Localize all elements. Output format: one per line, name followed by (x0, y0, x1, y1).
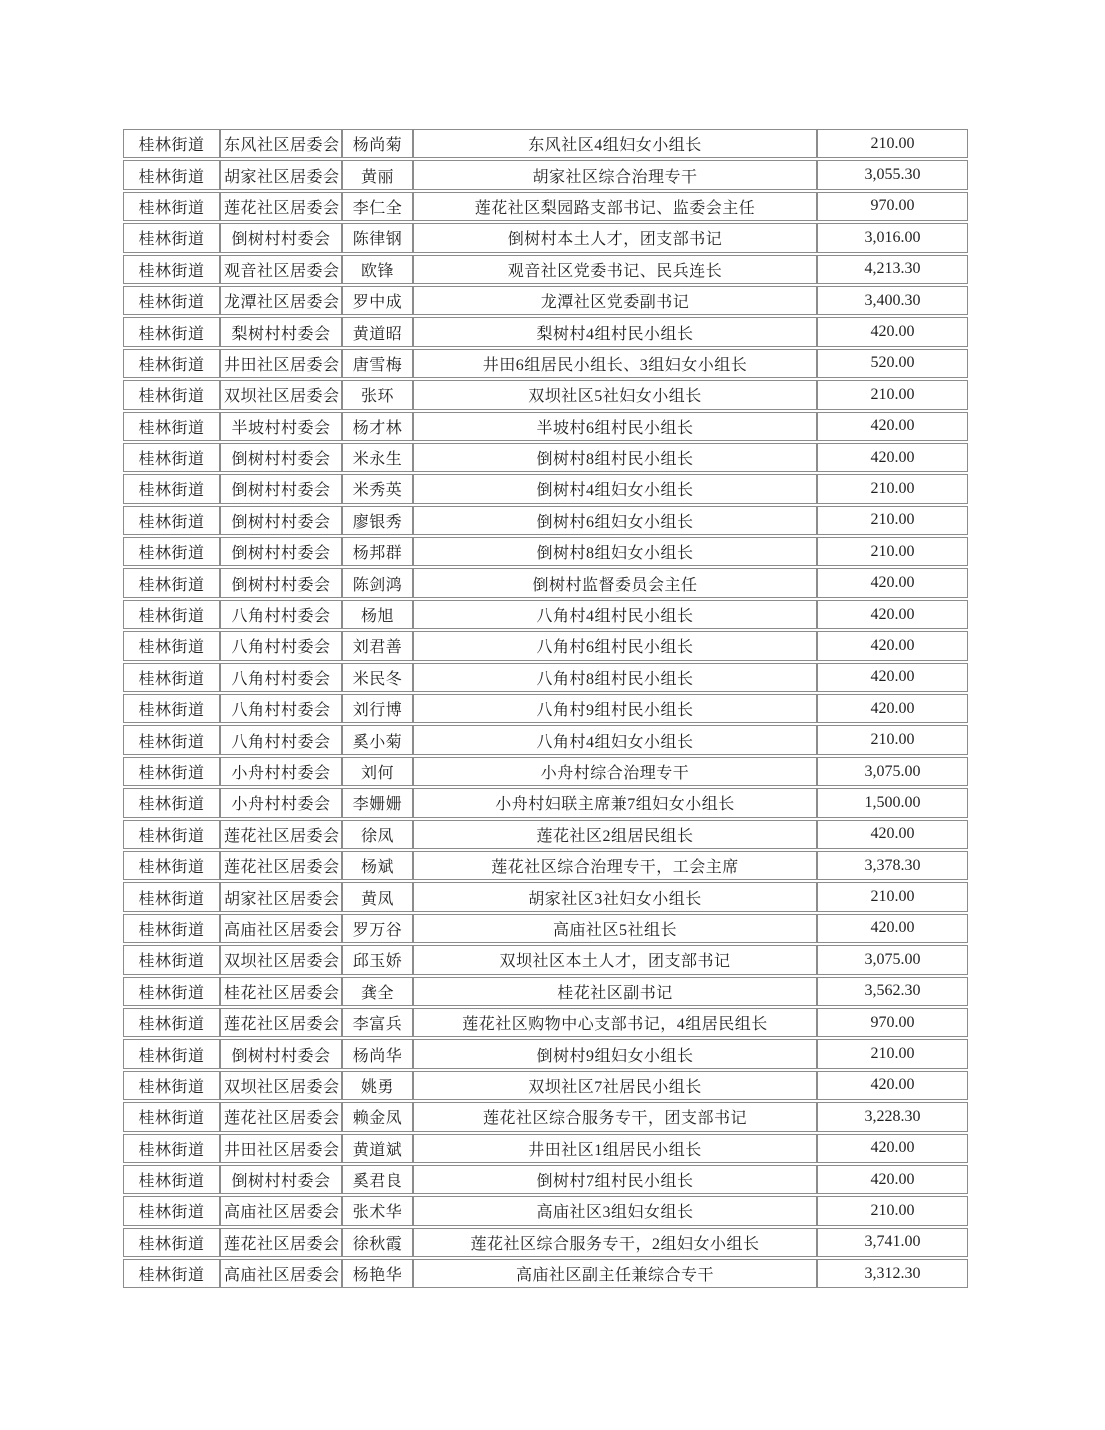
cell-person-name: 杨才林 (342, 412, 413, 441)
cell-street: 桂林街道 (123, 945, 220, 974)
cell-person-name: 赖金凤 (342, 1102, 413, 1131)
cell-position: 倒树村6组妇女小组长 (413, 506, 817, 535)
cell-person-name: 米民冬 (342, 663, 413, 692)
cell-position: 八角村4组妇女小组长 (413, 725, 817, 754)
cell-amount: 210.00 (817, 882, 968, 911)
cell-committee: 莲花社区居委会 (220, 1228, 342, 1257)
table-row (123, 1071, 968, 1100)
cell-street: 桂林街道 (123, 537, 220, 566)
cell-street: 桂林街道 (123, 663, 220, 692)
cell-street: 桂林街道 (123, 694, 220, 723)
cell-committee: 倒树村村委会 (220, 568, 342, 597)
cell-position: 观音社区党委书记、民兵连长 (413, 255, 817, 284)
cell-street: 桂林街道 (123, 1071, 220, 1100)
cell-position: 倒树村8组妇女小组长 (413, 537, 817, 566)
table-row (123, 129, 968, 158)
cell-street: 桂林街道 (123, 160, 220, 189)
cell-person-name: 刘何 (342, 757, 413, 786)
cell-street: 桂林街道 (123, 725, 220, 754)
cell-position: 小舟村妇联主席兼7组妇女小组长 (413, 788, 817, 817)
cell-street: 桂林街道 (123, 851, 220, 880)
cell-amount: 210.00 (817, 537, 968, 566)
cell-committee: 莲花社区居委会 (220, 851, 342, 880)
cell-amount: 4,213.30 (817, 255, 968, 284)
cell-street: 桂林街道 (123, 129, 220, 158)
cell-position: 小舟村综合治理专干 (413, 757, 817, 786)
cell-position: 八角村9组村民小组长 (413, 694, 817, 723)
cell-committee: 倒树村村委会 (220, 443, 342, 472)
cell-person-name: 杨斌 (342, 851, 413, 880)
cell-committee: 八角村村委会 (220, 725, 342, 754)
cell-amount: 210.00 (817, 1039, 968, 1068)
cell-committee: 观音社区居委会 (220, 255, 342, 284)
table-row (123, 380, 968, 409)
cell-person-name: 李姗姗 (342, 788, 413, 817)
cell-street: 桂林街道 (123, 223, 220, 252)
cell-committee: 倒树村村委会 (220, 537, 342, 566)
cell-person-name: 陈剑鸿 (342, 568, 413, 597)
cell-amount: 210.00 (817, 1196, 968, 1225)
table-body (123, 129, 968, 1288)
table-row (123, 882, 968, 911)
cell-position: 东风社区4组妇女小组长 (413, 129, 817, 158)
cell-committee: 倒树村村委会 (220, 506, 342, 535)
table-row (123, 1039, 968, 1068)
cell-street: 桂林街道 (123, 914, 220, 943)
cell-street: 桂林街道 (123, 600, 220, 629)
table-row (123, 317, 968, 346)
cell-street: 桂林街道 (123, 286, 220, 315)
cell-committee: 倒树村村委会 (220, 223, 342, 252)
cell-position: 高庙社区副主任兼综合专干 (413, 1259, 817, 1288)
cell-person-name: 徐秋霞 (342, 1228, 413, 1257)
cell-committee: 井田社区居委会 (220, 349, 342, 378)
cell-committee: 八角村村委会 (220, 694, 342, 723)
cell-amount: 210.00 (817, 474, 968, 503)
cell-amount: 970.00 (817, 192, 968, 221)
cell-position: 莲花社区梨园路支部书记、监委会主任 (413, 192, 817, 221)
cell-street: 桂林街道 (123, 1165, 220, 1194)
cell-amount: 1,500.00 (817, 788, 968, 817)
table-row (123, 631, 968, 660)
cell-person-name: 罗中成 (342, 286, 413, 315)
cell-person-name: 米永生 (342, 443, 413, 472)
cell-amount: 3,562.30 (817, 977, 968, 1006)
cell-position: 八角村6组村民小组长 (413, 631, 817, 660)
cell-position: 双坝社区7社居民小组长 (413, 1071, 817, 1100)
cell-person-name: 欧锋 (342, 255, 413, 284)
cell-street: 桂林街道 (123, 820, 220, 849)
cell-position: 半坡村6组村民小组长 (413, 412, 817, 441)
cell-amount: 420.00 (817, 914, 968, 943)
cell-committee: 八角村村委会 (220, 600, 342, 629)
cell-position: 双坝社区5社妇女小组长 (413, 380, 817, 409)
cell-position: 莲花社区综合服务专干，2组妇女小组长 (413, 1228, 817, 1257)
cell-amount: 3,400.30 (817, 286, 968, 315)
table-row (123, 223, 968, 252)
cell-person-name: 陈律钢 (342, 223, 413, 252)
cell-street: 桂林街道 (123, 788, 220, 817)
cell-position: 倒树村8组村民小组长 (413, 443, 817, 472)
cell-person-name: 罗万谷 (342, 914, 413, 943)
cell-amount: 420.00 (817, 1071, 968, 1100)
cell-person-name: 杨旭 (342, 600, 413, 629)
table-row (123, 1228, 968, 1257)
table-row (123, 1165, 968, 1194)
cell-street: 桂林街道 (123, 255, 220, 284)
cell-street: 桂林街道 (123, 1196, 220, 1225)
table-row (123, 788, 968, 817)
cell-street: 桂林街道 (123, 1008, 220, 1037)
cell-person-name: 杨尚华 (342, 1039, 413, 1068)
cell-street: 桂林街道 (123, 380, 220, 409)
table-row (123, 568, 968, 597)
cell-position: 双坝社区本土人才，团支部书记 (413, 945, 817, 974)
cell-amount: 420.00 (817, 820, 968, 849)
cell-committee: 双坝社区居委会 (220, 945, 342, 974)
cell-street: 桂林街道 (123, 349, 220, 378)
cell-committee: 胡家社区居委会 (220, 160, 342, 189)
cell-street: 桂林街道 (123, 568, 220, 597)
cell-position: 倒树村4组妇女小组长 (413, 474, 817, 503)
cell-person-name: 奚小菊 (342, 725, 413, 754)
table-row (123, 160, 968, 189)
stipend-table (123, 127, 968, 1290)
cell-committee: 莲花社区居委会 (220, 1102, 342, 1131)
cell-position: 倒树村9组妇女小组长 (413, 1039, 817, 1068)
cell-street: 桂林街道 (123, 882, 220, 911)
cell-amount: 210.00 (817, 380, 968, 409)
cell-person-name: 黄凤 (342, 882, 413, 911)
cell-amount: 3,075.00 (817, 945, 968, 974)
table-row (123, 192, 968, 221)
cell-amount: 210.00 (817, 506, 968, 535)
cell-position: 倒树村7组村民小组长 (413, 1165, 817, 1194)
table-row (123, 443, 968, 472)
cell-committee: 胡家社区居委会 (220, 882, 342, 911)
cell-committee: 高庙社区居委会 (220, 1196, 342, 1225)
cell-amount: 3,228.30 (817, 1102, 968, 1131)
cell-amount: 420.00 (817, 631, 968, 660)
cell-committee: 倒树村村委会 (220, 474, 342, 503)
cell-street: 桂林街道 (123, 506, 220, 535)
table-row (123, 945, 968, 974)
cell-street: 桂林街道 (123, 317, 220, 346)
table-row (123, 694, 968, 723)
cell-committee: 东风社区居委会 (220, 129, 342, 158)
cell-position: 梨树村4组村民小组长 (413, 317, 817, 346)
cell-amount: 420.00 (817, 694, 968, 723)
cell-position: 胡家社区3社妇女小组长 (413, 882, 817, 911)
cell-person-name: 姚勇 (342, 1071, 413, 1100)
cell-position: 莲花社区综合服务专干，团支部书记 (413, 1102, 817, 1131)
table-row (123, 474, 968, 503)
cell-committee: 半坡村村委会 (220, 412, 342, 441)
cell-street: 桂林街道 (123, 1102, 220, 1131)
cell-position: 龙潭社区党委副书记 (413, 286, 817, 315)
cell-person-name: 邱玉娇 (342, 945, 413, 974)
table-row (123, 1259, 968, 1288)
table-row (123, 600, 968, 629)
cell-person-name: 杨艳华 (342, 1259, 413, 1288)
table-row (123, 1134, 968, 1163)
cell-amount: 420.00 (817, 412, 968, 441)
cell-committee: 梨树村村委会 (220, 317, 342, 346)
cell-person-name: 龚全 (342, 977, 413, 1006)
cell-amount: 420.00 (817, 663, 968, 692)
cell-committee: 龙潭社区居委会 (220, 286, 342, 315)
cell-person-name: 刘行博 (342, 694, 413, 723)
table-row (123, 349, 968, 378)
table-row (123, 757, 968, 786)
cell-person-name: 李仁全 (342, 192, 413, 221)
cell-committee: 八角村村委会 (220, 631, 342, 660)
cell-position: 莲花社区综合治理专干，工会主席 (413, 851, 817, 880)
cell-amount: 3,312.30 (817, 1259, 968, 1288)
cell-committee: 桂花社区居委会 (220, 977, 342, 1006)
cell-amount: 3,378.30 (817, 851, 968, 880)
cell-committee: 莲花社区居委会 (220, 1008, 342, 1037)
cell-person-name: 米秀英 (342, 474, 413, 503)
cell-person-name: 李富兵 (342, 1008, 413, 1037)
cell-position: 胡家社区综合治理专干 (413, 160, 817, 189)
cell-committee: 倒树村村委会 (220, 1039, 342, 1068)
cell-amount: 420.00 (817, 568, 968, 597)
cell-street: 桂林街道 (123, 412, 220, 441)
cell-person-name: 张术华 (342, 1196, 413, 1225)
table-row (123, 537, 968, 566)
table-row (123, 255, 968, 284)
table-row (123, 286, 968, 315)
table-row (123, 1102, 968, 1131)
cell-amount: 420.00 (817, 1134, 968, 1163)
cell-position: 桂花社区副书记 (413, 977, 817, 1006)
cell-position: 八角村4组村民小组长 (413, 600, 817, 629)
cell-amount: 970.00 (817, 1008, 968, 1037)
cell-position: 莲花社区2组居民组长 (413, 820, 817, 849)
cell-position: 倒树村本土人才，团支部书记 (413, 223, 817, 252)
cell-person-name: 廖银秀 (342, 506, 413, 535)
cell-position: 八角村8组村民小组长 (413, 663, 817, 692)
table-row (123, 977, 968, 1006)
cell-committee: 倒树村村委会 (220, 1165, 342, 1194)
cell-person-name: 杨尚菊 (342, 129, 413, 158)
cell-amount: 520.00 (817, 349, 968, 378)
cell-person-name: 黄道昭 (342, 317, 413, 346)
cell-position: 高庙社区5社组长 (413, 914, 817, 943)
cell-street: 桂林街道 (123, 1259, 220, 1288)
cell-committee: 双坝社区居委会 (220, 1071, 342, 1100)
cell-committee: 莲花社区居委会 (220, 820, 342, 849)
table-row (123, 1196, 968, 1225)
table-row (123, 506, 968, 535)
cell-committee: 高庙社区居委会 (220, 1259, 342, 1288)
cell-person-name: 黄丽 (342, 160, 413, 189)
cell-committee: 双坝社区居委会 (220, 380, 342, 409)
cell-street: 桂林街道 (123, 443, 220, 472)
cell-street: 桂林街道 (123, 1134, 220, 1163)
table-row (123, 412, 968, 441)
table-row (123, 1008, 968, 1037)
cell-position: 倒树村监督委员会主任 (413, 568, 817, 597)
table-row (123, 914, 968, 943)
cell-street: 桂林街道 (123, 474, 220, 503)
cell-street: 桂林街道 (123, 192, 220, 221)
table-row (123, 663, 968, 692)
cell-position: 莲花社区购物中心支部书记，4组居民组长 (413, 1008, 817, 1037)
cell-committee: 井田社区居委会 (220, 1134, 342, 1163)
cell-amount: 420.00 (817, 443, 968, 472)
cell-person-name: 唐雪梅 (342, 349, 413, 378)
cell-amount: 420.00 (817, 317, 968, 346)
cell-person-name: 徐凤 (342, 820, 413, 849)
cell-amount: 420.00 (817, 1165, 968, 1194)
cell-committee: 高庙社区居委会 (220, 914, 342, 943)
cell-person-name: 奚君良 (342, 1165, 413, 1194)
cell-person-name: 张环 (342, 380, 413, 409)
cell-committee: 莲花社区居委会 (220, 192, 342, 221)
cell-committee: 八角村村委会 (220, 663, 342, 692)
cell-committee: 小舟村村委会 (220, 757, 342, 786)
cell-street: 桂林街道 (123, 1228, 220, 1257)
cell-amount: 210.00 (817, 129, 968, 158)
cell-amount: 3,741.00 (817, 1228, 968, 1257)
cell-street: 桂林街道 (123, 1039, 220, 1068)
cell-street: 桂林街道 (123, 977, 220, 1006)
cell-position: 高庙社区3组妇女组长 (413, 1196, 817, 1225)
cell-committee: 小舟村村委会 (220, 788, 342, 817)
cell-position: 井田6组居民小组长、3组妇女小组长 (413, 349, 817, 378)
table-row (123, 820, 968, 849)
cell-person-name: 刘君善 (342, 631, 413, 660)
cell-amount: 3,016.00 (817, 223, 968, 252)
cell-street: 桂林街道 (123, 757, 220, 786)
cell-person-name: 黄道斌 (342, 1134, 413, 1163)
cell-street: 桂林街道 (123, 631, 220, 660)
cell-amount: 420.00 (817, 600, 968, 629)
cell-amount: 210.00 (817, 725, 968, 754)
cell-amount: 3,075.00 (817, 757, 968, 786)
cell-position: 井田社区1组居民小组长 (413, 1134, 817, 1163)
table-row (123, 725, 968, 754)
table-row (123, 851, 968, 880)
cell-person-name: 杨邦群 (342, 537, 413, 566)
cell-amount: 3,055.30 (817, 160, 968, 189)
